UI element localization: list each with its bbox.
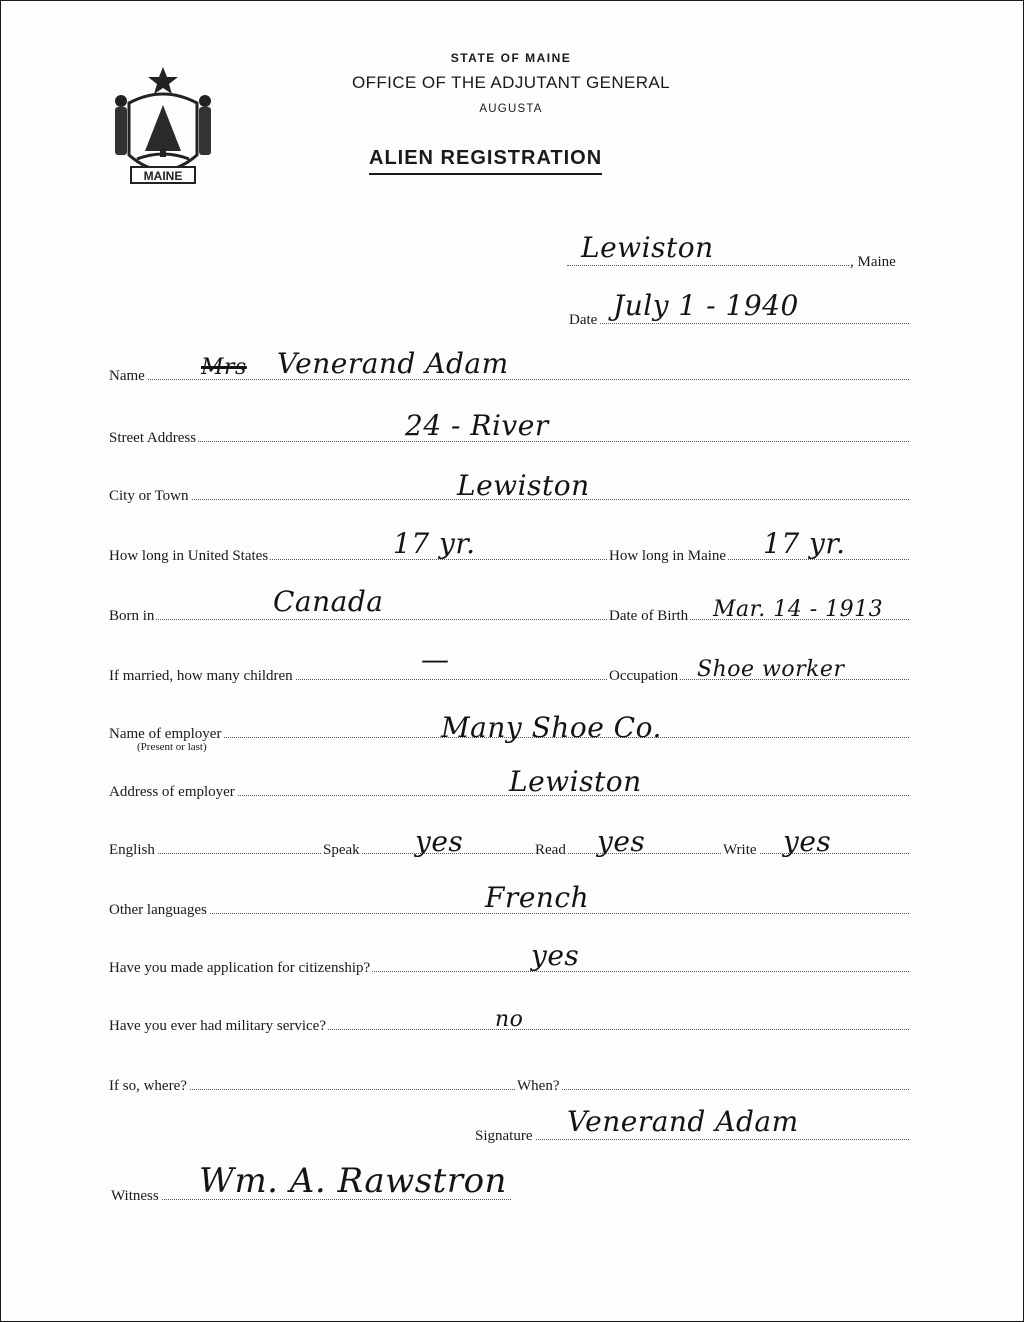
city-heading: AUGUSTA bbox=[479, 103, 543, 115]
citizenship-label: Have you made application for citizenship? bbox=[109, 960, 371, 976]
town-value: Lewiston bbox=[581, 231, 714, 264]
speak-label: Speak bbox=[323, 842, 360, 858]
signature-label: Signature bbox=[475, 1128, 533, 1144]
office-heading: OFFICE OF THE ADJUTANT GENERAL bbox=[351, 73, 671, 92]
city-label: City or Town bbox=[109, 488, 189, 504]
name-label: Name bbox=[109, 368, 145, 384]
employer-note: (Present or last) bbox=[137, 741, 207, 753]
other-lang-value: French bbox=[485, 881, 590, 914]
write-value: yes bbox=[783, 825, 832, 858]
witness-value: Wm. A. Rawstron bbox=[199, 1161, 507, 1201]
witness-label: Witness bbox=[111, 1188, 159, 1204]
state-seal-icon bbox=[109, 63, 217, 189]
signature-value: Venerand Adam bbox=[567, 1105, 799, 1138]
write-label: Write bbox=[723, 842, 757, 858]
other-lang-label: Other languages bbox=[109, 902, 207, 918]
street-label: Street Address bbox=[109, 430, 197, 446]
military-value: no bbox=[495, 1007, 524, 1032]
employer-label: Name of employer bbox=[109, 726, 222, 742]
date-value: July 1 - 1940 bbox=[613, 289, 799, 322]
name-value: Venerand Adam bbox=[277, 347, 509, 380]
town-line bbox=[567, 265, 849, 266]
military-label: Have you ever had military service? bbox=[109, 1018, 326, 1034]
signature-line bbox=[475, 1139, 909, 1140]
long-us-label: How long in United States bbox=[109, 548, 269, 564]
read-value: yes bbox=[597, 825, 646, 858]
city-value: Lewiston bbox=[457, 469, 590, 502]
state-heading: STATE OF MAINE bbox=[450, 51, 572, 65]
speak-value: yes bbox=[415, 825, 464, 858]
date-line bbox=[569, 323, 909, 324]
english-label: English bbox=[109, 842, 155, 858]
seal-lettering: MAINE bbox=[143, 169, 183, 183]
date-label: Date bbox=[569, 312, 598, 328]
dob-label: Date of Birth bbox=[609, 608, 689, 624]
read-label: Read bbox=[535, 842, 566, 858]
street-value: 24 - River bbox=[405, 409, 549, 442]
where-label: If so, where? bbox=[109, 1078, 187, 1094]
service-line bbox=[109, 1089, 909, 1090]
name-struck-value: Mrs bbox=[201, 355, 247, 380]
employer-value: Many Shoe Co. bbox=[441, 711, 662, 744]
long-maine-label: How long in Maine bbox=[609, 548, 727, 564]
children-label: If married, how many children bbox=[109, 668, 293, 684]
born-value: Canada bbox=[273, 585, 384, 618]
children-value: — bbox=[421, 643, 450, 676]
long-maine-value: 17 yr. bbox=[763, 527, 846, 560]
when-label: When? bbox=[517, 1078, 560, 1094]
citizenship-value: yes bbox=[531, 939, 580, 972]
occupation-value: Shoe worker bbox=[697, 657, 845, 682]
maine-label: , Maine bbox=[850, 254, 896, 270]
long-us-value: 17 yr. bbox=[393, 527, 476, 560]
employer-address-value: Lewiston bbox=[509, 765, 642, 798]
born-label: Born in bbox=[109, 608, 155, 624]
form-title: ALIEN REGISTRATION bbox=[369, 147, 602, 175]
dob-value: Mar. 14 - 1913 bbox=[713, 597, 884, 622]
employer-address-label: Address of employer bbox=[109, 784, 235, 800]
occupation-label: Occupation bbox=[609, 668, 679, 684]
